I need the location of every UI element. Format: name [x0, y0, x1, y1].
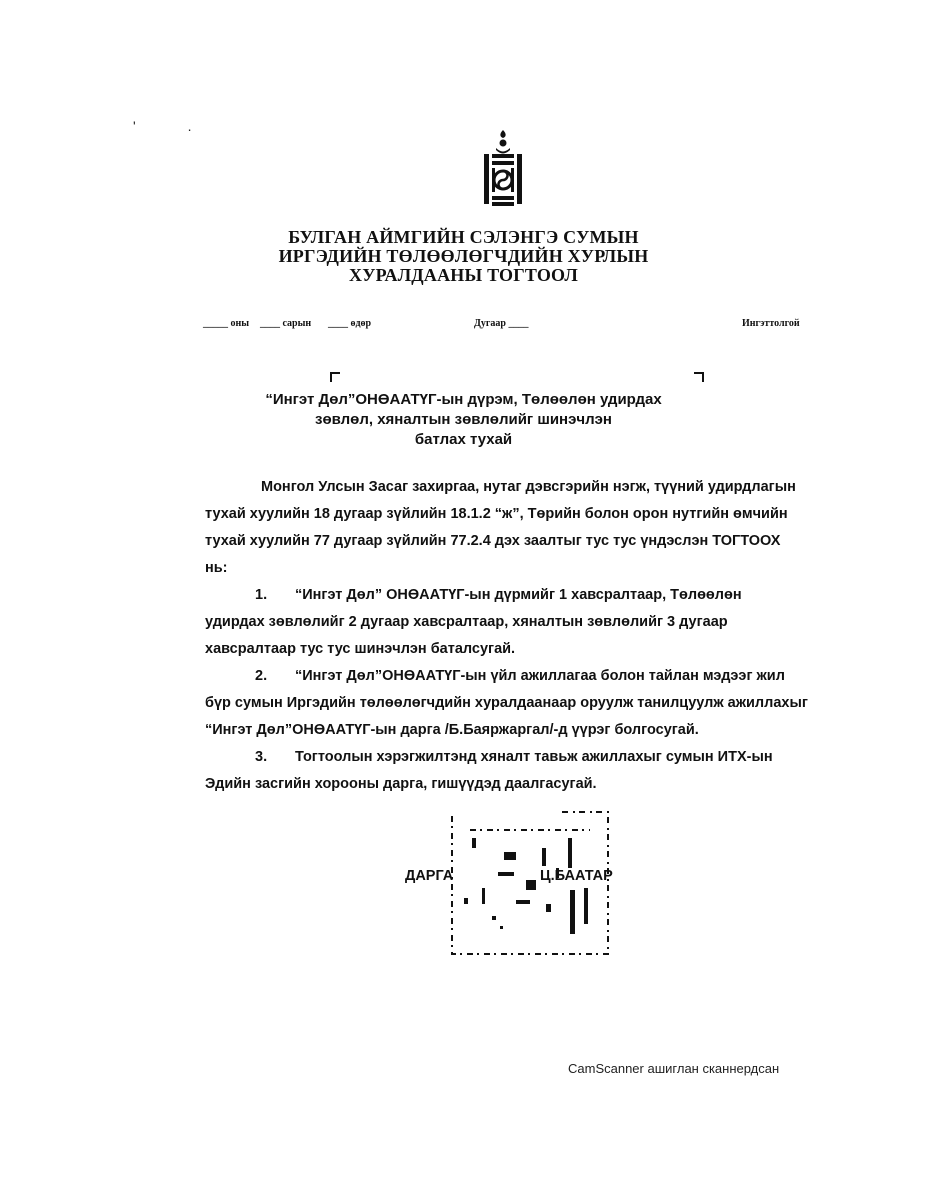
- item-3-line-2: Эдийн засгийн хорооны дарга, гишүүдэд даалгасугай.: [205, 776, 597, 792]
- item-1-line-3: хавсралтаар тус тус шинэчлэн баталсугай.: [205, 641, 516, 657]
- item-2-text-1: “Ингэт Дөл”ОНӨААТҮГ-ын үйл ажиллагаа болон тайлан мэдээг жил: [295, 668, 785, 684]
- item-1-number: 1.: [255, 587, 268, 603]
- intro-line-1: Монгол Улсын Засаг захиргаа, нутаг дэвсгэрийн нэгж, түүний удирдлагын: [261, 479, 796, 495]
- subject-line-3: батлах тухай: [414, 431, 513, 448]
- subject-bracket-right: [694, 372, 704, 382]
- official-seal-stamp: [430, 808, 610, 960]
- document-number: Дугаар ____: [474, 318, 529, 329]
- signature-title: ДАРГА: [405, 868, 454, 884]
- soyombo-emblem-icon: [478, 128, 528, 208]
- document-place: Ингэттолгой: [742, 318, 800, 329]
- scan-specks: ' .: [133, 118, 216, 134]
- document-body: [205, 474, 927, 814]
- date-day: ____ өдөр: [328, 318, 372, 329]
- header-line-3: ХУРАЛДААНЫ ТОГТООЛ: [349, 265, 578, 285]
- intro-line-4: нь:: [205, 560, 228, 576]
- item-1-line-1: [205, 582, 927, 609]
- header-line-1: БУЛГАН АЙМГИЙН СЭЛЭНГЭ СУМЫН: [288, 227, 639, 247]
- item-1-line-2: удирдах зөвлөлийг 2 дугаар хавсралтаар, хяналтын зөвлөлийг 3 дугаар: [205, 614, 728, 630]
- document-subject: [0, 390, 927, 450]
- scanner-footer: CamScanner ашиглан сканнердсан: [568, 1061, 780, 1076]
- item-1-text-1: “Ингэт Дөл” ОНӨААТҮГ-ын дүрмийг 1 хавсралтаар, Төлөөлөн: [295, 587, 742, 603]
- item-3-text-1: Тогтоолын хэрэгжилтэнд хяналт тавьж ажиллахыг сумын ИТХ-ын: [295, 749, 773, 765]
- date-year: _____ оны: [203, 318, 250, 329]
- subject-line-2: зөвлөл, хяналтын зөвлөлийг шинэчлэн: [315, 411, 612, 428]
- item-2-line-2: бүр сумын Иргэдийн төлөөлөгчдийн хуралдаанаар оруулж танилцуулж ажиллахыг: [205, 695, 808, 711]
- intro-line-2: тухай хуулийн 18 дугаар зүйлийн 18.1.2 “ж”, Төрийн болон орон нутгийн өмчийн: [205, 506, 788, 522]
- document-header: [0, 228, 927, 285]
- date-month: ____ сарын: [260, 318, 312, 329]
- intro-line-3: тухай хуулийн 77 дугаар зүйлийн 77.2.4 дэх заалтыг тус тус үндэслэн ТОГТООХ: [205, 533, 781, 549]
- header-line-2: ИРГЭДИЙН ТӨЛӨӨЛӨГЧДИЙН ХУРЛЫН: [278, 246, 649, 266]
- subject-bracket-left: [330, 372, 340, 382]
- item-2-number: 2.: [255, 668, 268, 684]
- date-number-line: [0, 318, 927, 338]
- item-2-line-1: [205, 663, 927, 690]
- item-3-number: 3.: [255, 749, 268, 765]
- signature-name: Ц.БААТАР: [540, 868, 613, 884]
- subject-line-1: “Ингэт Дөл”ОНӨААТҮГ-ын дүрэм, Төлөөлөн удирдах: [265, 391, 662, 408]
- item-2-line-3: “Ингэт Дөл”ОНӨААТҮГ-ын дарга /Б.Баяржаргал/-д үүрэг болгосугай.: [205, 722, 699, 738]
- item-3-line-1: [205, 744, 927, 771]
